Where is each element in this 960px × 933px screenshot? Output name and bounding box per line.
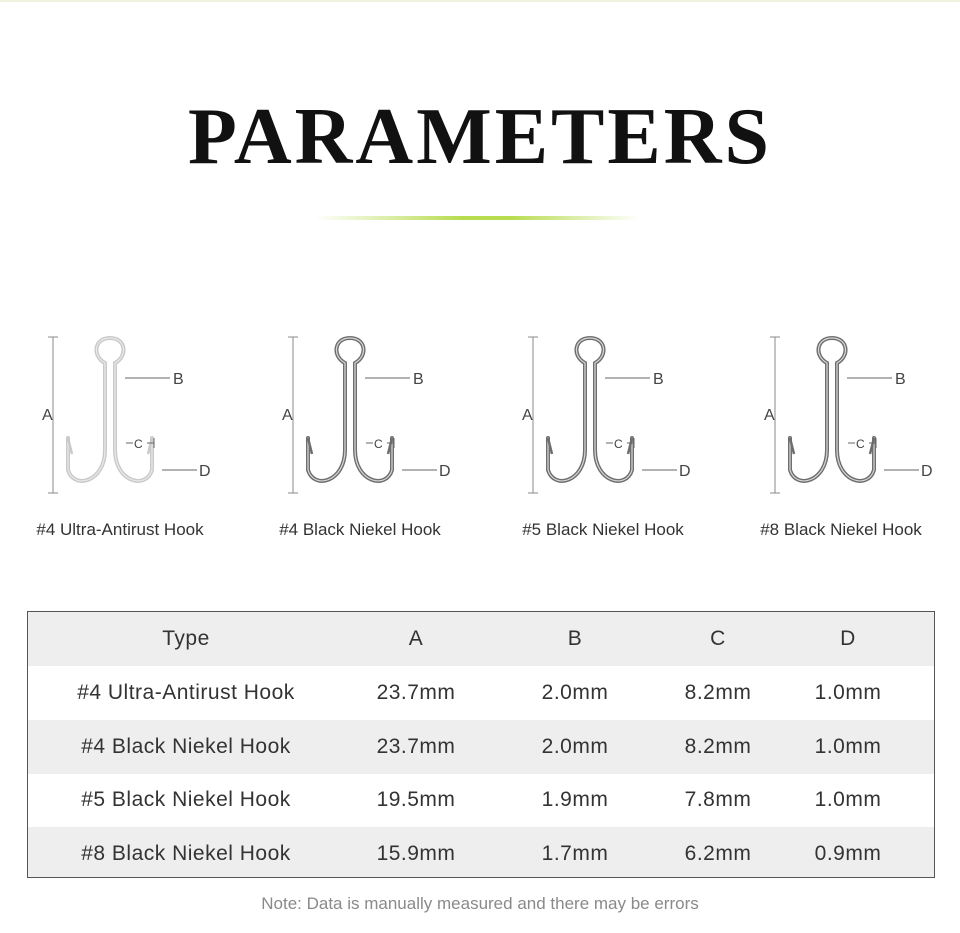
cell-a: 19.5mm [376,788,456,811]
hook-shape [548,338,632,481]
header-d: D [840,627,856,650]
label-d: D [921,463,933,480]
cell-b: 1.9mm [541,788,609,811]
header-c: C [710,627,726,650]
label-c: C [614,437,623,451]
label-c: C [374,437,383,451]
cell-d: 1.0mm [814,788,882,811]
hook-diagram [30,330,230,505]
cell-type: #8 Black Niekel Hook [81,842,291,865]
label-c: C [134,437,143,451]
page-title: PARAMETERS [187,93,773,181]
hook-caption: #8 Black Niekel Hook [760,520,922,539]
table-header-row [28,612,934,666]
header-type: Type [162,627,210,650]
cell-d: 0.9mm [814,842,882,865]
cell-d: 1.0mm [814,735,882,758]
label-b: B [173,371,184,388]
cell-a: 15.9mm [376,842,456,865]
cell-a: 23.7mm [376,681,456,704]
top-divider [0,0,960,2]
hook-caption: #5 Black Niekel Hook [522,520,684,539]
cell-c: 8.2mm [684,735,752,758]
hook-illustration [30,330,230,505]
label-c: C [856,437,865,451]
table-row [28,720,934,774]
hook-highlight [790,338,874,481]
hook-highlight [548,338,632,481]
cell-c: 7.8mm [684,788,752,811]
label-d: D [199,463,211,480]
hook-caption: #4 Ultra-Antirust Hook [36,520,204,539]
label-a: A [42,407,53,424]
table-row [28,666,934,720]
cell-b: 2.0mm [541,735,609,758]
cell-b: 2.0mm [541,681,609,704]
label-a: A [282,407,293,424]
hook-shape [790,338,874,481]
label-b: B [653,371,664,388]
label-d: D [679,463,691,480]
label-b: B [413,371,424,388]
cell-c: 8.2mm [684,681,752,704]
hook-illustration [510,330,710,505]
hook-diagram [270,330,470,505]
label-b: B [895,371,906,388]
hook-caption: #4 Black Niekel Hook [279,520,441,539]
hook-highlight [68,338,152,481]
label-a: A [522,407,533,424]
label-a: A [764,407,775,424]
cell-b: 1.7mm [541,842,609,865]
table-row [28,827,934,877]
cell-d: 1.0mm [814,681,882,704]
cell-type: #4 Ultra-Antirust Hook [77,681,295,704]
hook-shape [68,338,152,481]
hook-illustration [270,330,470,505]
cell-type: #4 Black Niekel Hook [81,735,291,758]
hook-diagram [752,330,952,505]
header-a: A [408,627,424,650]
hook-shape [308,338,392,481]
header-b: B [567,627,583,650]
spec-table [27,611,935,878]
hook-highlight [308,338,392,481]
title-underline [315,216,640,220]
cell-type: #5 Black Niekel Hook [81,788,291,811]
table-row [28,773,934,827]
cell-c: 6.2mm [684,842,752,865]
cell-a: 23.7mm [376,735,456,758]
hook-diagram [510,330,710,505]
hook-illustration [752,330,952,505]
measurement-note: Note: Data is manually measured and there may be errors [261,894,699,913]
label-d: D [439,463,451,480]
